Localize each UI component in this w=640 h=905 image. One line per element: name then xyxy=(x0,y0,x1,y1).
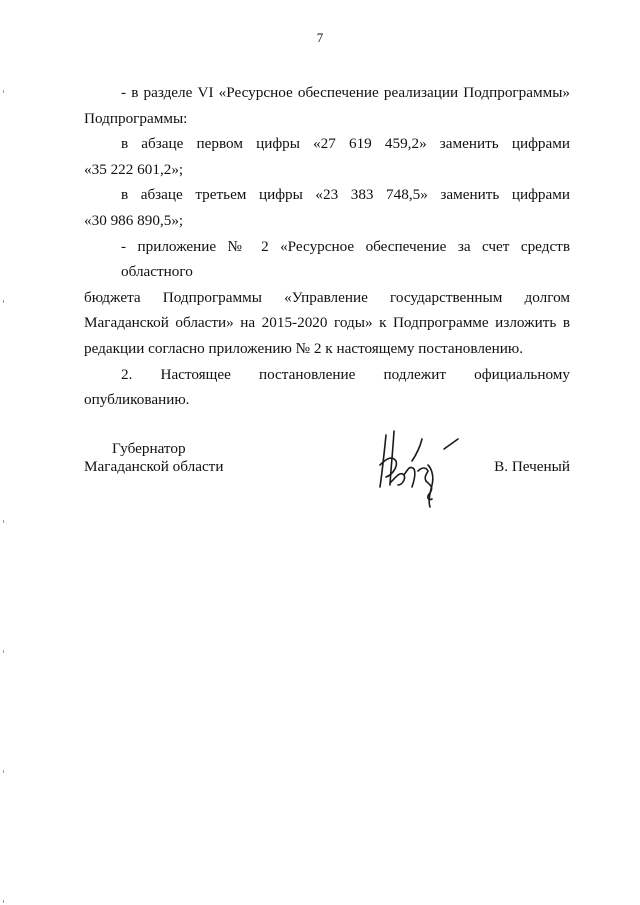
scan-edge-marks xyxy=(3,0,9,905)
text-line: 2. Настоящее постановление подлежит официальному xyxy=(121,365,570,383)
text-line: редакции согласно приложению № 2 к настоящему постановлению. xyxy=(84,339,524,357)
paragraph-section-vi xyxy=(84,80,570,131)
text-line: в абзаце третьем цифры «23 383 748,5» заменить цифрами xyxy=(121,186,570,204)
text-line: - в разделе VI «Ресурсное обеспечение реализации Подпрограммы» xyxy=(121,84,570,101)
text-line: «35 222 601,2»; xyxy=(84,160,184,178)
text-line: бюджета Подпрограммы «Управление государственным долгом xyxy=(84,288,570,306)
signatory-title: Губернатор xyxy=(112,440,186,457)
paragraph-appendix-2 xyxy=(84,234,570,362)
paragraph-publication xyxy=(84,362,570,413)
signature-block xyxy=(84,440,570,510)
text-line: в абзаце первом цифры «27 619 459,2» заменить цифрами xyxy=(121,135,570,153)
signatory-name: В. Печеный xyxy=(494,458,570,475)
text-line: Подпрограммы: xyxy=(84,109,188,127)
text-line: «30 986 890,5»; xyxy=(84,211,184,229)
text-line: - приложение № 2 «Ресурсное обеспечение за счет средств областного xyxy=(121,237,570,281)
paragraph-third-abzac xyxy=(84,182,570,233)
paragraph-first-abzac xyxy=(84,131,570,182)
text-line: Магаданской области» на 2015-2020 годы» к Подпрограмме изложить в xyxy=(84,314,570,332)
document-body xyxy=(84,80,570,413)
signatory-region: Магаданской области xyxy=(84,458,224,475)
page-number: 7 xyxy=(316,30,324,45)
handwritten-signature xyxy=(372,425,472,515)
text-line: опубликованию. xyxy=(84,391,190,409)
